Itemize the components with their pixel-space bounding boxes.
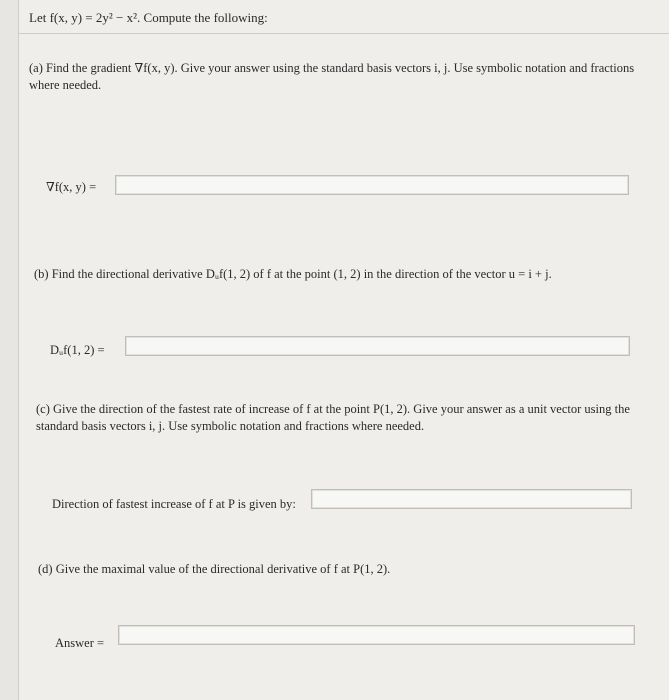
part-a-label: ∇f(x, y) = [46,180,97,194]
part-c-label: Direction of fastest increase of f at P is given by: [52,497,296,511]
problem-header [19,0,669,34]
problem-page [18,0,669,700]
gradient-answer-input[interactable] [115,175,629,195]
directional-derivative-input[interactable] [125,336,630,356]
part-c-question: (c) Give the direction of the fastest rate of increase of f at the point P(1, 2). Give your answer as a unit vector using the standard basis vectors i, j. Use symbolic notation and fractions where needed. [36,402,630,433]
part-b-label: Dᵤf(1, 2) = [50,343,105,357]
part-d-label: Answer = [55,636,105,650]
fastest-increase-direction-input[interactable] [311,489,632,509]
problem-statement: Let f(x, y) = 2y² − x². Compute the following: [29,10,268,25]
maximal-value-input[interactable] [118,625,635,645]
part-d-question: (d) Give the maximal value of the directional derivative of f at P(1, 2). [38,562,391,576]
part-a-question: (a) Find the gradient ∇f(x, y). Give your answer using the standard basis vectors i, j. Use symbolic notation and fractions where needed. [29,61,635,92]
part-b-question: (b) Find the directional derivative Dᵤf(1, 2) of f at the point (1, 2) in the direction of the vector u = i + j. [34,267,552,281]
